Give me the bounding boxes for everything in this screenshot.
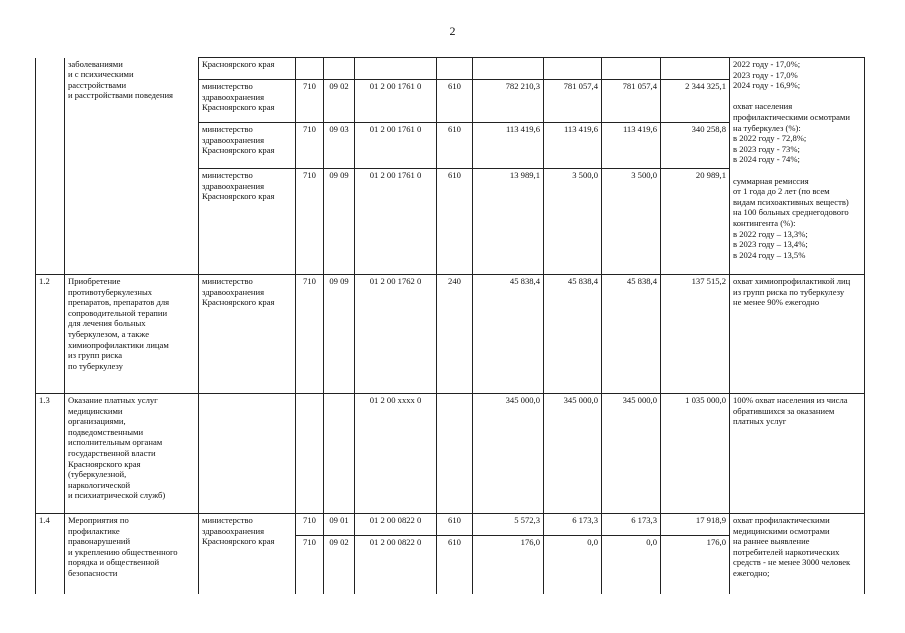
row-number-cell xyxy=(36,58,65,275)
year2-cell: 3 500,0 xyxy=(544,169,602,275)
year1-cell: 782 210,3 xyxy=(473,80,544,123)
year3-cell: 3 500,0 xyxy=(602,169,661,275)
page-number: 2 xyxy=(449,24,456,38)
year1-cell: 45 838,4 xyxy=(473,275,544,394)
vr-cell: 610 xyxy=(437,536,473,594)
grbs-cell: 710 xyxy=(296,80,324,123)
year3-cell: 45 838,4 xyxy=(602,275,661,394)
rzpr-cell: 09 02 xyxy=(324,80,355,123)
year2-cell: 781 057,4 xyxy=(544,80,602,123)
org-cell: министерство здравоохранения Красноярского края xyxy=(199,514,296,594)
vr-cell: 240 xyxy=(437,275,473,394)
total-cell: 1 035 000,0 xyxy=(661,394,730,514)
event-name-cell: Приобретение противотуберкулезных препаратов, препаратов для сопроводительной терапии для лечения больных туберкулезом, а также химиопрофилактики лицам из групп риска по туберкулезу xyxy=(65,275,199,394)
total-cell: 176,0 xyxy=(661,536,730,594)
row-number-cell: 1.3 xyxy=(36,394,65,514)
org-cell: министерство здравоохранения Красноярского края xyxy=(199,80,296,123)
grbs-cell: 710 xyxy=(296,536,324,594)
csr-cell: 01 2 00 1761 0 xyxy=(355,169,437,275)
total-cell: 340 258,8 xyxy=(661,123,730,169)
result-cell: 2022 году - 17,0%; 2023 году - 17,0% 2024 году - 16,9%; охват населения профилактическими осмотрами на туберкулез (%): в 2022 году - 72,8%; в 2023 году - 73%; в 2024 году - 74%; суммарная ремиссия от 1 года до 2 лет (по всем видам психоактивных веществ) на 100 больных среднегодового контингента (%): в 2022 году – 13,3%; в 2023 году – 13,4%; в 2024 году – 13,5% xyxy=(730,58,865,275)
year3-cell: 113 419,6 xyxy=(602,123,661,169)
year1-cell: 113 419,6 xyxy=(473,123,544,169)
year3-cell: 0,0 xyxy=(602,536,661,594)
row-number-cell: 1.2 xyxy=(36,275,65,394)
year1-cell: 176,0 xyxy=(473,536,544,594)
total-cell: 17 918,9 xyxy=(661,514,730,536)
table-row xyxy=(36,514,865,536)
csr-cell: 01 2 00 0822 0 xyxy=(355,536,437,594)
total-cell: 20 989,1 xyxy=(661,169,730,275)
year2-cell: 45 838,4 xyxy=(544,275,602,394)
rzpr-cell: 09 09 xyxy=(324,169,355,275)
total-cell: 2 344 325,1 xyxy=(661,80,730,123)
org-cell: Красноярского края xyxy=(199,58,296,80)
csr-cell: 01 2 00 1762 0 xyxy=(355,275,437,394)
grbs-cell: 710 xyxy=(296,169,324,275)
csr-cell: 01 2 00 1761 0 xyxy=(355,80,437,123)
year2-cell: 345 000,0 xyxy=(544,394,602,514)
csr-cell: 01 2 00 1761 0 xyxy=(355,123,437,169)
event-name-cell: Оказание платных услуг медицинскими организациями, подведомственными исполнительным органам государственной власти Красноярского края (туберкулезной, наркологической и психиатрической служб) xyxy=(65,394,199,514)
table-row xyxy=(36,275,865,394)
vr-cell: 610 xyxy=(437,123,473,169)
table-row xyxy=(36,58,865,80)
year2-cell: 113 419,6 xyxy=(544,123,602,169)
org-cell: министерство здравоохранения Красноярского края xyxy=(199,275,296,394)
result-cell: 100% охват населения из числа обратившихся за оказанием платных услуг xyxy=(730,394,865,514)
vr-cell: 610 xyxy=(437,514,473,536)
grbs-cell: 710 xyxy=(296,123,324,169)
year3-cell: 345 000,0 xyxy=(602,394,661,514)
rzpr-cell: 09 03 xyxy=(324,123,355,169)
grbs-cell: 710 xyxy=(296,275,324,394)
event-name-cell: Мероприятия по профилактике правонарушений и укреплению общественного порядка и общественной безопасности xyxy=(65,514,199,594)
year1-cell: 13 989,1 xyxy=(473,169,544,275)
rzpr-cell: 09 09 xyxy=(324,275,355,394)
year1-cell: 345 000,0 xyxy=(473,394,544,514)
rzpr-cell: 09 01 xyxy=(324,514,355,536)
total-cell: 137 515,2 xyxy=(661,275,730,394)
rzpr-cell: 09 02 xyxy=(324,536,355,594)
grbs-cell: 710 xyxy=(296,514,324,536)
org-cell: министерство здравоохранения Красноярского края xyxy=(199,123,296,169)
year3-cell: 781 057,4 xyxy=(602,80,661,123)
vr-cell: 610 xyxy=(437,169,473,275)
budget-table xyxy=(35,57,865,594)
result-cell: охват химиопрофилактикой лиц из групп риска по туберкулезу не менее 90% ежегодно xyxy=(730,275,865,394)
org-cell: министерство здравоохранения Красноярского края xyxy=(199,169,296,275)
vr-cell: 610 xyxy=(437,80,473,123)
row-number-cell: 1.4 xyxy=(36,514,65,594)
csr-cell: 01 2 00 xxxx 0 xyxy=(355,394,437,514)
year1-cell: 5 572,3 xyxy=(473,514,544,536)
table-row xyxy=(36,394,865,514)
event-name-cell: заболеваниями и с психическими расстройствами и расстройствами поведения xyxy=(65,58,199,275)
year2-cell: 0,0 xyxy=(544,536,602,594)
result-cell: охват профилактическими медицинскими осмотрами на раннее выявление потребителей наркотических средств - не менее 3000 человек ежегодно; xyxy=(730,514,865,594)
csr-cell: 01 2 00 0822 0 xyxy=(355,514,437,536)
year3-cell: 6 173,3 xyxy=(602,514,661,536)
year2-cell: 6 173,3 xyxy=(544,514,602,536)
